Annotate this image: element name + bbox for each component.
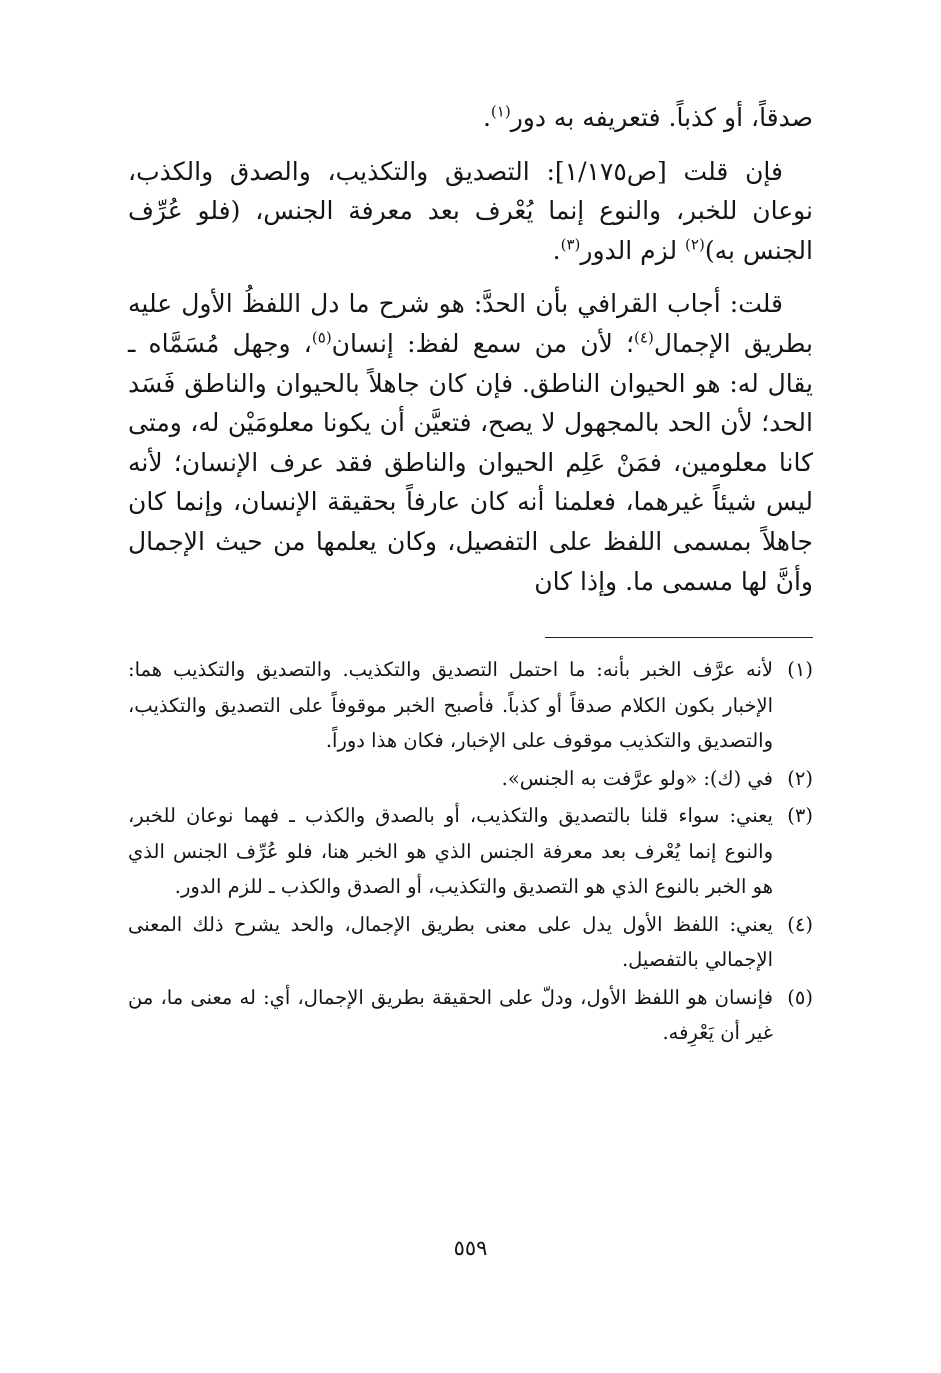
footnote-number: (٥) [787, 985, 813, 1009]
paragraph-3 [128, 284, 813, 601]
footnote-text: في (ك): «ولو عرَّفت به الجنس». [501, 766, 773, 790]
footnote-number: (٣) [787, 804, 813, 828]
footnote-3 [128, 798, 813, 905]
paragraph-2-part2: لزم الدور [580, 235, 686, 265]
footnote-number: (٤) [787, 912, 813, 936]
paragraph-3-part3: ، وجهل مُسَمَّاه ـ يقال له: هو الحيوان الناطق. فإن كان جاهلاً بالحيوان والناطق فَسَد الحد؛ لأن الحد بالمجهول لا يصح، فتعيَّن أن يكونا معلومَيْن له، ومتى كانا معلومين، فمَنْ عَلِم الحيوان والناطق فقد عرف الإنسان؛ لأنه ليس شيئاً غيرهما، فعلمنا أنه كان عارفاً بحقيقة الإنسان، وإنما كان جاهلاً بمسمى اللفظ على التفصيل، وكان يعلمها من حيث الإجمال وأنَّ لها مسمى ما. وإذا كان [128, 328, 813, 596]
page-content [128, 98, 813, 1053]
footnote-text: لأنه عرَّف الخبر بأنه: ما احتمل التصديق والتكذيب. والتصديق والتكذيب هما: الإخبار بكون الكلام صدقاً أو كذباً. فأصبح الخبر موقوفاً على التصديق والتكذيب، والتصديق والتكذيب موقوف على الإخبار، فكان هذا دوراً. [128, 658, 773, 753]
footnote-ref-4: (٤) [634, 328, 654, 347]
footnote-2 [128, 761, 813, 797]
footnote-1 [128, 652, 813, 759]
paragraph-1-text: صدقاً، أو كذباً. فتعريفه به دور [510, 103, 813, 132]
footnote-number: (٢) [787, 766, 813, 790]
paragraph-3-part2: ؛ لأن من سمع لفظ: إنسان [331, 328, 635, 358]
page-number: ٥٥٩ [453, 1236, 488, 1260]
footnote-text: يعني: اللفظ الأول يدل على معنى بطريق الإجمال، والحد يشرح ذلك المعنى الإجمالي بالتفصيل. [128, 912, 773, 972]
footnotes [128, 652, 813, 1051]
footnote-ref-2: (٢) [685, 235, 705, 254]
footnote-ref-5: (٥) [311, 328, 332, 347]
footnote-ref-1: (١) [490, 102, 511, 121]
main-text [128, 98, 813, 601]
paragraph-1 [128, 98, 813, 138]
footnote-text: فإنسان هو اللفظ الأول، ودلّ على الحقيقة بطريق الإجمال، أي: له معنى ما، من غير أن يَعْرِفه. [128, 985, 773, 1045]
footnote-number: (١) [787, 658, 813, 682]
footnote-separator [545, 637, 813, 638]
footnote-text: يعني: سواء قلنا بالتصديق والتكذيب، أو بالصدق والكذب ـ فهما نوعان للخبر، والنوع إنما يُعْرف بعد معرفة الجنس الذي هو الخبر هنا، فلو عُرِّف الجنس الذي هو الخبر بالنوع الذي هو التصديق والتكذيب، أو الصدق والكذب ـ للزم الدور. [128, 804, 773, 899]
paragraph-2 [128, 152, 813, 271]
footnote-5 [128, 980, 813, 1051]
footnote-4 [128, 907, 813, 978]
paragraph-3-part1: قلت: أجاب القرافي بأن الحدَّ: هو شرح ما دل اللفظُ الأول عليه بطريق الإجمال [128, 289, 814, 358]
paragraph-2-part1: فإن قلت [ص١/١٧٥]: التصديق والتكذيب، والصدق والكذب، نوعان للخبر، والنوع إنما يُعْرف بعد معرفة الجنس، (فلو عُرِّف الجنس به) [128, 156, 813, 265]
paragraph-1-tail: . [482, 103, 491, 132]
paragraph-2-part3: . [552, 235, 561, 265]
footnote-ref-3: (٣) [560, 235, 581, 254]
